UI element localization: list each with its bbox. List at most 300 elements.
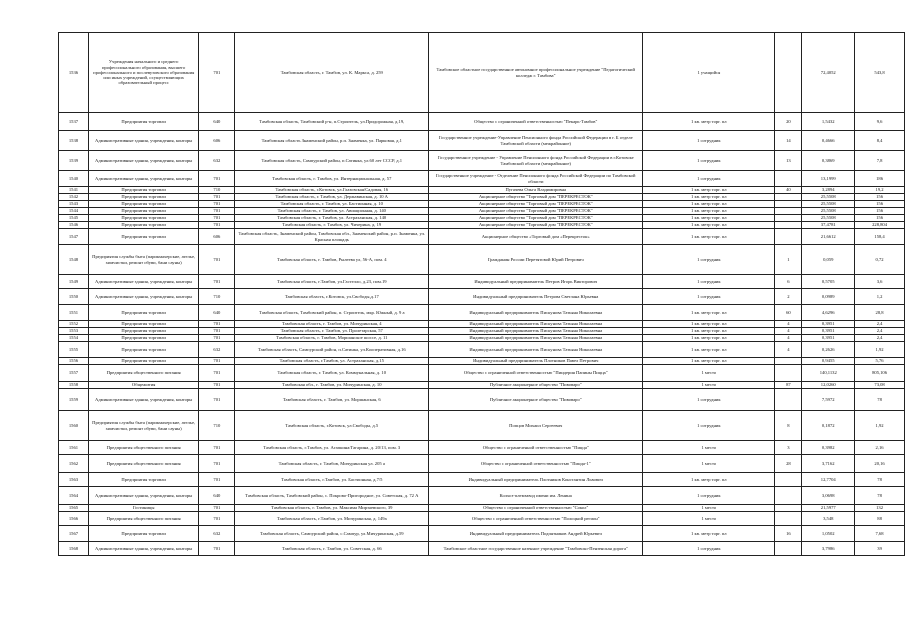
object-type-cell: Предприятия торговли [88, 358, 199, 365]
volume-cell: 9,6 [855, 113, 905, 131]
address-cell: Тамбовская область, г. Тамбов, Рылеева ул, 56-А, пом. 4 [235, 245, 429, 275]
table-row [59, 335, 905, 342]
quantity-cell: 20 [775, 113, 802, 131]
quantity-cell: 2 [775, 289, 802, 305]
record-number-cell: 1567 [59, 526, 89, 542]
quantity-cell [775, 473, 802, 487]
norm-value-cell: 7,5972 [802, 389, 855, 411]
norm-value-cell: 12,0260 [802, 382, 855, 389]
norm-value-cell: 25,5508 [802, 201, 855, 208]
table-row [59, 222, 905, 229]
table-row [59, 113, 905, 131]
unit-cell: 1 кв. метр торг. пл [643, 229, 775, 245]
volume-cell: 0,72 [855, 245, 905, 275]
object-type-cell: Предприятия службы быта (парикмахерские, ателье, химчистки, ремонт обуви, бани сауны) [88, 411, 199, 441]
norm-value-cell: 1,5432 [802, 113, 855, 131]
quantity-cell [775, 487, 802, 505]
norm-value-cell: 1,0502 [802, 526, 855, 542]
norm-value-cell: 3,7986 [802, 542, 855, 556]
organization-cell: Акционерное общество "Торговый дом "ПЕРЕКРЕСТОК" [429, 208, 643, 215]
district-code-cell: 606 [199, 131, 235, 151]
organization-cell: Индивидуальный предприниматель Петров Игорь Викторович [429, 275, 643, 289]
district-code-cell: 701 [199, 215, 235, 222]
table-row [59, 455, 905, 473]
object-type-cell: Предприятия торговли [88, 201, 199, 208]
volume-cell: 20,16 [855, 455, 905, 473]
volume-cell: 186 [855, 171, 905, 187]
object-type-cell: Предприятия торговли [88, 215, 199, 222]
district-code-cell: 701 [199, 222, 235, 229]
table-row [59, 365, 905, 382]
organization-cell: Индивидуальный предприниматель Плотников Павел Петрович [429, 358, 643, 365]
quantity-cell: 14 [775, 131, 802, 151]
address-cell: Тамбовская область, г.Котовск, ул.Глазовская/Садовая, 16 [235, 187, 429, 194]
table-row [59, 229, 905, 245]
object-type-cell: Предприятия торговли [88, 222, 199, 229]
unit-cell: 1 сотрудник [643, 151, 775, 171]
norm-value-cell: 0,3951 [802, 335, 855, 342]
quantity-cell [775, 33, 802, 113]
address-cell: Тамбовская область, г.Тамбов, ул. Бастионная, д.7/5 [235, 473, 429, 487]
object-type-cell: Предприятия торговли [88, 526, 199, 542]
record-number-cell: 1538 [59, 131, 89, 151]
quantity-cell [775, 512, 802, 526]
volume-cell: 132 [855, 505, 905, 512]
address-cell: Тамбовская область, г. Тамбов, ул. Державинская, д. 10 А [235, 194, 429, 201]
district-code-cell: 701 [199, 328, 235, 335]
address-cell: Тамбовская область, г. Тамбов, ул. Бастионная, д. 10 [235, 201, 429, 208]
record-number-cell: 1562 [59, 455, 89, 473]
record-number-cell: 1559 [59, 389, 89, 411]
norm-value-cell: 12,7704 [802, 473, 855, 487]
organization-cell: Тамбовское областное государственное автономное профессиональное учреждение "Педагогический колледж г. Тамбова" [429, 33, 643, 113]
quantity-cell: 4 [775, 335, 802, 342]
unit-cell: 1 кв. метр торг. пл [643, 358, 775, 365]
volume-cell: 78 [855, 487, 905, 505]
quantity-cell: 13 [775, 151, 802, 171]
organization-cell: Индивидуальный предприниматель Пискунова Татьяна Николаевна [429, 328, 643, 335]
organization-cell: Попцов Михаил Сергеевич [429, 411, 643, 441]
table-row [59, 512, 905, 526]
object-type-cell: Административные здания, учреждения, конторы [88, 389, 199, 411]
volume-cell: 78 [855, 389, 905, 411]
address-cell: Тамбовская область, Тамбовский район, с. Покрово-Пригородное, ул. Советская, д. 72 А [235, 487, 429, 505]
district-code-cell: 701 [199, 33, 235, 113]
object-type-cell: Предприятия торговли [88, 335, 199, 342]
object-type-cell: Общежития [88, 382, 199, 389]
norm-value-cell: 21,5977 [802, 505, 855, 512]
organization-cell: Общество с ограниченной ответственностью "Пиццерия Папины Пицца" [429, 365, 643, 382]
record-number-cell: 1549 [59, 275, 89, 289]
quantity-cell [775, 201, 802, 208]
district-code-cell: 640 [199, 305, 235, 321]
unit-cell: 1 кв. метр торг. пл [643, 321, 775, 328]
unit-cell: 1 сотрудник [643, 542, 775, 556]
table-row [59, 342, 905, 358]
volume-cell: 805,106 [855, 365, 905, 382]
table-row [59, 215, 905, 222]
district-code-cell: 701 [199, 275, 235, 289]
record-number-cell: 1565 [59, 505, 89, 512]
district-code-cell: 640 [199, 113, 235, 131]
volume-cell: 7,8 [855, 151, 905, 171]
object-type-cell: Предприятия общественного питания [88, 455, 199, 473]
object-type-cell: Предприятия торговли [88, 473, 199, 487]
quantity-cell: 3 [775, 441, 802, 455]
address-cell: Тамбовская область, г. Тамбов, ул. Максима Мирзаевского, 39 [235, 505, 429, 512]
district-code-cell: 710 [199, 187, 235, 194]
organization-cell: Акционерное общество «Торговый дом «Перекресток» [429, 229, 643, 245]
organization-cell: Общество с ограниченной ответственностью "Пицца" [429, 441, 643, 455]
object-type-cell: Предприятия торговли [88, 113, 199, 131]
organization-cell: Акционерное общество "Торговый дом "ПЕРЕКРЕСТОК" [429, 215, 643, 222]
table-row [59, 487, 905, 505]
address-cell: Тамбовская область, г. Тамбов, Мичуринская ул. 205 а [235, 455, 429, 473]
object-type-cell: Учреждения начального и среднего профессионального образования, высшего профессионального и послевузовского образования или иных учреждений, осуществляющих образовательный процесс [88, 33, 199, 113]
address-cell: Тамбовская область, г. Тамбов, Моршанское шоссе, д. 11 [235, 335, 429, 342]
organization-cell: Индивидуальный предприниматель Подпятников Андрей Юрьевич [429, 526, 643, 542]
unit-cell: 1 кв. метр торг. пл [643, 215, 775, 222]
table-row [59, 358, 905, 365]
district-code-cell: 701 [199, 245, 235, 275]
address-cell: Тамбовская область, г.Тамбов, ул.Гастелло, д.23, пом.19 [235, 275, 429, 289]
record-number-cell: 1545 [59, 215, 89, 222]
table-row [59, 289, 905, 305]
organization-cell: Общество с ограниченной ответственностью "Пицца-1" [429, 455, 643, 473]
unit-cell: 1 место [643, 505, 775, 512]
address-cell: Тамбовская область, г.Котовск, ул.Свободы, д.5 [235, 411, 429, 441]
address-cell: Тамбовская область, Тамбовский район, п. Строитель, мкр. Южный, д. 9 а [235, 305, 429, 321]
norm-value-cell: 25,5508 [802, 208, 855, 215]
norm-value-cell: 0,3951 [802, 321, 855, 328]
object-type-cell: Административные здания, учреждения, конторы [88, 151, 199, 171]
record-number-cell: 1537 [59, 113, 89, 131]
quantity-cell [775, 194, 802, 201]
table-row [59, 389, 905, 411]
unit-cell: 1 кв. метр торг. пл [643, 526, 775, 542]
table-row [59, 201, 905, 208]
object-type-cell: Административные здания, учреждения, конторы [88, 131, 199, 151]
table-row [59, 382, 905, 389]
unit-cell: 1 кв. метр торг. пл [643, 201, 775, 208]
district-code-cell: 701 [199, 542, 235, 556]
unit-cell: 1 кв. метр торг. пл [643, 194, 775, 201]
table-row [59, 321, 905, 328]
address-cell: Тамбовская область, г.Тамбов, ул. Агапкина/Гагарина, д. 20/13, пом. 3 [235, 441, 429, 455]
record-number-cell: 1544 [59, 208, 89, 215]
object-type-cell: Предприятия торговли [88, 229, 199, 245]
table-row [59, 542, 905, 556]
volume-cell: 8,4 [855, 131, 905, 151]
table-row [59, 526, 905, 542]
unit-cell: 1 кв. метр торг. пл [643, 222, 775, 229]
unit-cell: 1 кв. метр торг. пл [643, 335, 775, 342]
volume-cell: 156 [855, 194, 905, 201]
address-cell: Тамбовская область, Сампурский район, п.Сатинка, ул.Кооперативная, д.16 [235, 342, 429, 358]
district-code-cell: 632 [199, 526, 235, 542]
record-number-cell: 1541 [59, 187, 89, 194]
table-row [59, 473, 905, 487]
organization-cell: Индивидуальный предприниматель Плотников Константин Львович [429, 473, 643, 487]
record-number-cell: 1568 [59, 542, 89, 556]
address-cell: Тамбовская область, г. Тамбов, ул. Чичерина, д. 19 [235, 222, 429, 229]
object-type-cell: Административные здания, учреждения, конторы [88, 275, 199, 289]
norm-value-cell: 13,1999 [802, 171, 855, 187]
record-number-cell: 1553 [59, 328, 89, 335]
quantity-cell: 60 [775, 305, 802, 321]
table-row [59, 187, 905, 194]
record-number-cell: 1564 [59, 487, 89, 505]
organization-cell: Публичное акционерное общество "Пивоваро" [429, 389, 643, 411]
table-row [59, 171, 905, 187]
address-cell: Тамбовская область, г. Тамбов, ул. Моршанская, 6 [235, 389, 429, 411]
norm-value-cell: 0,2626 [802, 342, 855, 358]
address-cell: Тамбовская область, г.Котовск, ул.Свободы,д.17 [235, 289, 429, 305]
object-type-cell: Предприятия торговли [88, 208, 199, 215]
object-type-cell: Предприятия общественного питания [88, 441, 199, 455]
quantity-cell [775, 505, 802, 512]
norm-value-cell: 0,9455 [802, 358, 855, 365]
unit-cell: 1 кв. метр торг. пл [643, 328, 775, 335]
table-row [59, 441, 905, 455]
table-row [59, 151, 905, 171]
address-cell: Тамбовская область, Сампурский район, п.Сатинка, ул.60 лет СССР, д.1 [235, 151, 429, 171]
address-cell: Тамбовская область, г.Тамбов, ул. Мичуринская, д. 149а [235, 512, 429, 526]
volume-cell: 88 [855, 512, 905, 526]
address-cell: Тамбовская область, Сампурский район, с.Сампур, ул.Мичуринская, д.59 [235, 526, 429, 542]
record-number-cell: 1563 [59, 473, 89, 487]
volume-cell: 78 [855, 473, 905, 487]
organization-cell: Общество с ограниченной ответственностью "Сокол" [429, 505, 643, 512]
volume-cell: 543,8 [855, 33, 905, 113]
object-type-cell: Предприятия торговли [88, 187, 199, 194]
unit-cell: 1 кв. метр торг. пл [643, 208, 775, 215]
district-code-cell: 701 [199, 512, 235, 526]
record-number-cell: 1555 [59, 342, 89, 358]
norm-value-cell: 0,1872 [802, 411, 855, 441]
unit-cell: 1 место [643, 365, 775, 382]
volume-cell: 1,92 [855, 342, 905, 358]
object-type-cell: Предприятия торговли [88, 305, 199, 321]
norm-value-cell: 3,2894 [802, 187, 855, 194]
volume-cell: 2,4 [855, 321, 905, 328]
volume-cell: 156 [855, 201, 905, 208]
district-code-cell: 701 [199, 194, 235, 201]
record-number-cell: 1560 [59, 411, 89, 441]
record-number-cell: 1548 [59, 245, 89, 275]
organization-cell: Индивидуальный предприниматель Пискунова Татьяна Николаевна [429, 321, 643, 328]
unit-cell: 1 место [643, 455, 775, 473]
district-code-cell: 701 [199, 382, 235, 389]
table-body [59, 33, 905, 556]
quantity-cell: 4 [775, 321, 802, 328]
organization-cell: Акционерное общество "Торговый дом "ПЕРЕКРЕСТОК" [429, 201, 643, 208]
district-code-cell: 701 [199, 335, 235, 342]
record-number-cell: 1546 [59, 222, 89, 229]
volume-cell: 158,4 [855, 229, 905, 245]
object-type-cell: Административные здания, учреждения, конторы [88, 289, 199, 305]
norm-value-cell: 3,548 [802, 512, 855, 526]
unit-cell: 1 кв. метр торг. пл [643, 473, 775, 487]
table-row [59, 328, 905, 335]
object-type-cell: Административные здания, учреждения, конторы [88, 542, 199, 556]
quantity-cell [775, 542, 802, 556]
volume-cell: 3,6 [855, 275, 905, 289]
quantity-cell: 1 [775, 245, 802, 275]
district-code-cell: 640 [199, 487, 235, 505]
organization-cell: Колхоз-племзавод имени им. Ленина [429, 487, 643, 505]
quantity-cell [775, 215, 802, 222]
norm-value-cell: 25,5508 [802, 194, 855, 201]
table-row [59, 411, 905, 441]
quantity-cell: 6 [775, 275, 802, 289]
table-row [59, 305, 905, 321]
object-type-cell: Предприятия общественного питания [88, 365, 199, 382]
volume-cell: 1,92 [855, 411, 905, 441]
norm-value-cell: 3,7162 [802, 455, 855, 473]
volume-cell: 156 [855, 208, 905, 215]
organization-cell: Индивидуальный предприниматель Петрова Светлана Юрьевна [429, 289, 643, 305]
table-row [59, 33, 905, 113]
organization-cell: Государственное учреждение - Управление Пенсионного фонда Российской Федерации в г.Котовске Тамбовской области (межрайонное) [429, 151, 643, 171]
unit-cell: 1 сотрудник [643, 411, 775, 441]
volume-cell: 156 [855, 215, 905, 222]
record-number-cell: 1557 [59, 365, 89, 382]
record-number-cell: 1536 [59, 33, 89, 113]
district-code-cell: 701 [199, 441, 235, 455]
norm-value-cell: 0,5705 [802, 275, 855, 289]
unit-cell: 1 кв. метр торг. пл [643, 305, 775, 321]
address-cell: Тамбовская область, г. Тамбов, ул. Коммунальная, д. 10 [235, 365, 429, 382]
district-code-cell: 632 [199, 151, 235, 171]
unit-cell: 1 место [643, 512, 775, 526]
record-number-cell: 1556 [59, 358, 89, 365]
object-type-cell: Предприятия службы быта (парикмахерские, ателье, химчистки, ремонт обуви, бани сауны) [88, 245, 199, 275]
volume-cell: 2,16 [855, 441, 905, 455]
unit-cell: 1 место [643, 441, 775, 455]
volume-cell: 73,08 [855, 382, 905, 389]
volume-cell: 1,2 [855, 289, 905, 305]
norm-value-cell: 37,4781 [802, 222, 855, 229]
quantity-cell: 28 [775, 455, 802, 473]
quantity-cell [775, 389, 802, 411]
district-code-cell: 701 [199, 208, 235, 215]
table-row [59, 208, 905, 215]
record-number-cell: 1558 [59, 382, 89, 389]
address-cell: Тамбовская область, г. Тамбов, ул. Астраханская, д. 140 [235, 215, 429, 222]
record-number-cell: 1561 [59, 441, 89, 455]
quantity-cell: 4 [775, 328, 802, 335]
organization-cell: Индивидуальный предприниматель Пискунова Татьяна Николаевна [429, 305, 643, 321]
unit-cell: 1 сотрудник [643, 131, 775, 151]
volume-cell: 2,4 [855, 328, 905, 335]
norm-value-cell: 0,0989 [802, 289, 855, 305]
table-row [59, 505, 905, 512]
unit-cell: 1 кв. метр торг. пл [643, 187, 775, 194]
quantity-cell [775, 358, 802, 365]
address-cell: Тамбовская область, г.Тамбов, ул. Астраханская, д.15 [235, 358, 429, 365]
record-number-cell: 1554 [59, 335, 89, 342]
registry-table [58, 32, 905, 556]
table-row [59, 245, 905, 275]
district-code-cell: 701 [199, 473, 235, 487]
quantity-cell [775, 365, 802, 382]
norm-value-cell: 0,3982 [802, 441, 855, 455]
volume-cell: 5,76 [855, 358, 905, 365]
volume-cell: 28,8 [855, 305, 905, 321]
quantity-cell: 16 [775, 526, 802, 542]
volume-cell: 19,2 [855, 187, 905, 194]
record-number-cell: 1547 [59, 229, 89, 245]
address-cell: Тамбовская область, г. Тамбов, ул. Советская, д. 66 [235, 542, 429, 556]
object-type-cell: Административные здания, учреждения, конторы [88, 487, 199, 505]
address-cell: Тамбовская обл., г. Тамбов, ул. Мичуринская, д. 10 [235, 382, 429, 389]
table-row [59, 131, 905, 151]
quantity-cell: 87 [775, 382, 802, 389]
address-cell: Тамбовская область Знаменский район, р.п. Знаменка, ул. Парковая, д.1 [235, 131, 429, 151]
district-code-cell: 701 [199, 321, 235, 328]
quantity-cell: 8 [775, 411, 802, 441]
table-row [59, 275, 905, 289]
address-cell: Тамбовская область, Тамбовский р-н, п.Строитель, ул.Придорожная, д.19, [235, 113, 429, 131]
unit-cell: 1 кв. метр торг. пл [643, 113, 775, 131]
record-number-cell: 1542 [59, 194, 89, 201]
norm-value-cell: 3,0698 [802, 487, 855, 505]
unit-cell: 1 учащийся [643, 33, 775, 113]
district-code-cell: 701 [199, 201, 235, 208]
norm-value-cell: 4,6296 [802, 305, 855, 321]
district-code-cell: 606 [199, 229, 235, 245]
unit-cell: 1 сотрудник [643, 389, 775, 411]
record-number-cell: 1540 [59, 171, 89, 187]
address-cell: Тамбовская область, Знаменский район, Тамбовская обл., Знаменский район, р.п. Знаменка, ул. Красная площадь [235, 229, 429, 245]
district-code-cell: 701 [199, 389, 235, 411]
record-number-cell: 1566 [59, 512, 89, 526]
organization-cell: Индивидуальный предприниматель Пискунова Татьяна Николаевна [429, 342, 643, 358]
record-number-cell: 1552 [59, 321, 89, 328]
unit-cell: 1 сотрудник [643, 245, 775, 275]
district-code-cell: 710 [199, 289, 235, 305]
object-type-cell: Предприятия торговли [88, 328, 199, 335]
organization-cell: Тамбовское областное государственное казенное учреждение "Тамбовско-Пензенская дорога" [429, 542, 643, 556]
organization-cell: Акционерное общество "Торговый дом "ПЕРЕКРЕСТОК" [429, 222, 643, 229]
table-row [59, 194, 905, 201]
quantity-cell [775, 208, 802, 215]
address-cell: Тамбовская область, г. Тамбов, ул. Мичуринская, 4 [235, 321, 429, 328]
address-cell: Тамбовская область, г. Тамбов, ул. К. Маркса, д. 259 [235, 33, 429, 113]
object-type-cell: Предприятия торговли [88, 342, 199, 358]
record-number-cell: 1543 [59, 201, 89, 208]
organization-cell: Акционерное общество "Торговый дом "ПЕРЕКРЕСТОК" [429, 194, 643, 201]
district-code-cell: 701 [199, 365, 235, 382]
district-code-cell: 710 [199, 411, 235, 441]
volume-cell: 7,68 [855, 526, 905, 542]
unit-cell: 1 кв. метр торг. пл [643, 342, 775, 358]
norm-value-cell: 0,3951 [802, 328, 855, 335]
unit-cell: 1 сотрудник [643, 275, 775, 289]
object-type-cell: Предприятия торговли [88, 194, 199, 201]
address-cell: Тамбовская область, г. Тамбов, ул. Интернациональная, д. 57 [235, 171, 429, 187]
record-number-cell: 1539 [59, 151, 89, 171]
volume-cell: 2,4 [855, 335, 905, 342]
quantity-cell: 4 [775, 342, 802, 358]
organization-cell: Общество с ограниченной ответственностью "Пекарь-Тамбов" [429, 113, 643, 131]
record-number-cell: 1550 [59, 289, 89, 305]
organization-cell: Гражданин России Перетятовой Юрий Петрович [429, 245, 643, 275]
object-type-cell: Предприятия общественного питания [88, 512, 199, 526]
district-code-cell: 701 [199, 505, 235, 512]
norm-value-cell: 72,4052 [802, 33, 855, 113]
